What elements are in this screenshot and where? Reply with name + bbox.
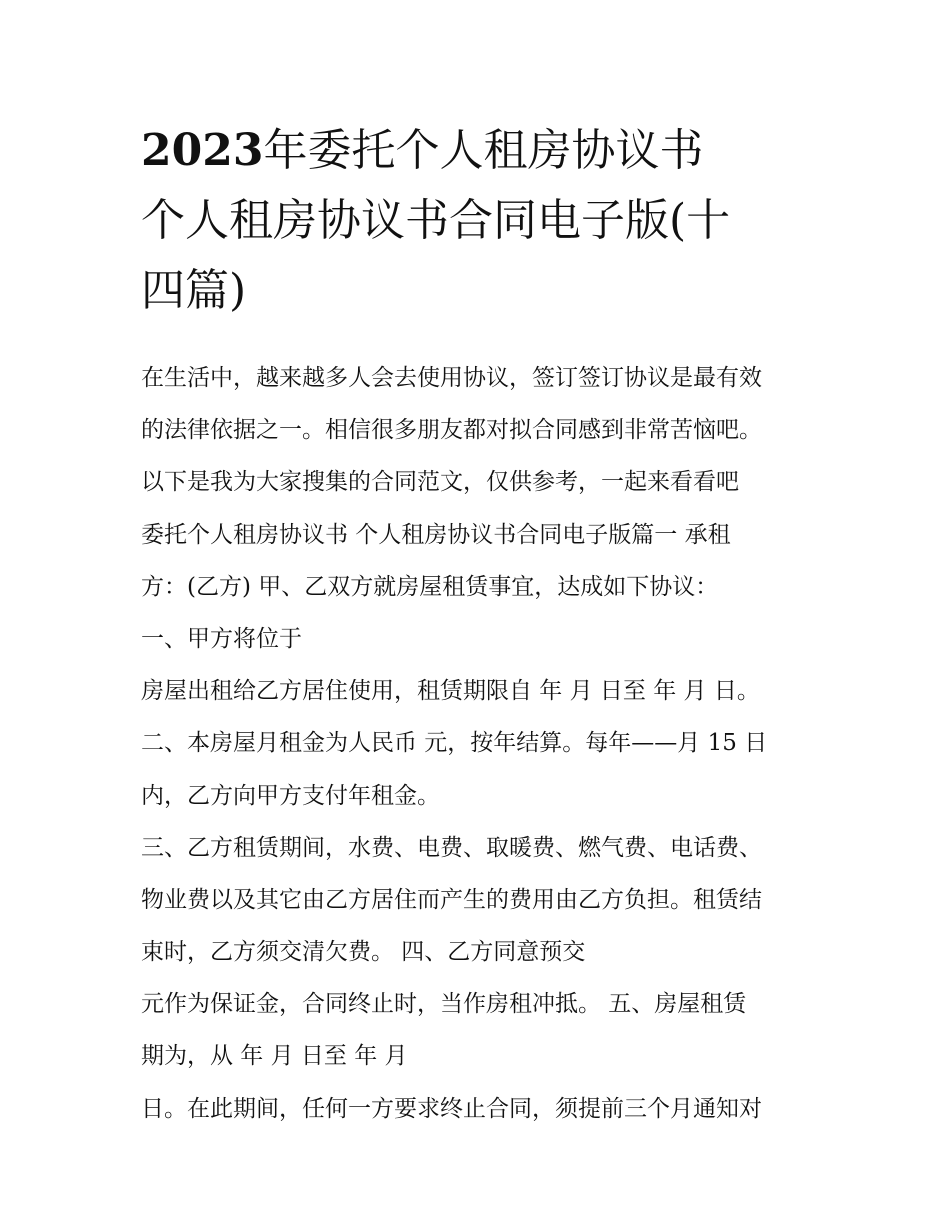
title-line-1 bbox=[141, 116, 821, 186]
title-line-3: 四篇) bbox=[141, 265, 247, 316]
body-line: 在生活中，越来越多人会去使用协议，签订签订协议是最有效 bbox=[141, 365, 762, 391]
body-line: 期为，从 年 月 日至 年 月 bbox=[141, 1043, 408, 1070]
body-line: 一、甲方将位于 bbox=[141, 625, 302, 652]
title-line-2: 个人租房协议书合同电子版(十 bbox=[141, 195, 731, 246]
body-line: 三、乙方租赁期间，水费、电费、取暖费、燃气费、电话费、 bbox=[141, 834, 762, 861]
body-line: 房屋出租给乙方居住使用，租赁期限自 年 月 日至 年 月 日。 bbox=[141, 678, 760, 705]
document-title bbox=[141, 116, 821, 326]
body-line: 束时，乙方须交清欠费。 四、乙方同意预交 bbox=[141, 939, 586, 966]
document-body bbox=[141, 352, 821, 1135]
title-year: 2023 bbox=[141, 125, 264, 176]
body-line: 委托个人租房协议书 个人租房协议书合同电子版篇一 承租 bbox=[141, 521, 731, 548]
title-line-1-text: 年委托个人租房协议书 bbox=[263, 125, 704, 176]
body-line: 物业费以及其它由乙方居住而产生的费用由乙方负担。租赁结 bbox=[141, 886, 762, 913]
body-line: 内，乙方向甲方支付年租金。 bbox=[141, 782, 440, 809]
body-line: 以下是我为大家搜集的合同范文，仅供参考，一起来看看吧 bbox=[141, 469, 739, 496]
body-line: 二、本房屋月租金为人民币 元，按年结算。每年——月 15 日 bbox=[141, 730, 768, 757]
body-line: 方：(乙方) 甲、乙双方就房屋租赁事宜，达成如下协议： bbox=[141, 573, 719, 600]
body-line: 元作为保证金，合同终止时，当作房租冲抵。 五、房屋租赁 bbox=[141, 991, 747, 1018]
body-line: 日。在此期间，任何一方要求终止合同，须提前三个月通知对 bbox=[141, 1095, 762, 1122]
body-line: 的法律依据之一。相信很多朋友都对拟合同感到非常苦恼吧。 bbox=[141, 417, 762, 444]
